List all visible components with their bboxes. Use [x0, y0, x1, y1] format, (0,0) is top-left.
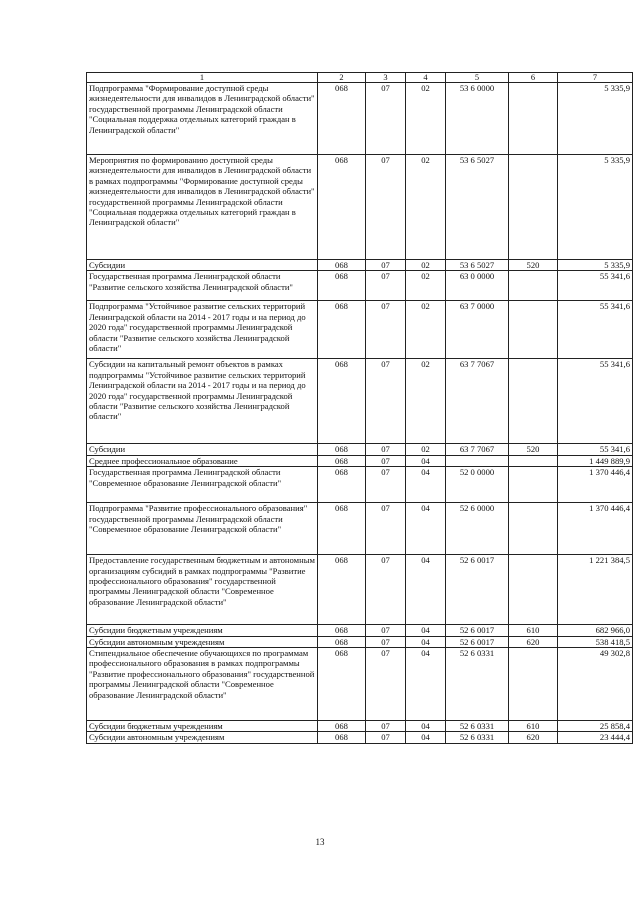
table-row — [87, 732, 633, 743]
budget-table — [86, 72, 633, 744]
amount-cell: 1 370 446,4 — [558, 503, 633, 555]
name-cell: Субсидии на капитальный ремонт объектов в рамках подпрограммы "Устойчивое развитие сельских территорий Ленинградской области на 2014 - 2017 годы и на период до 2020 года" государственной программы Ленинградской области "Развитие сельского хозяйства Ленинградской области" — [87, 359, 318, 444]
name-cell: Субсидии автономным учреждениям — [87, 732, 318, 743]
amount-cell: 5 335,9 — [558, 260, 633, 271]
table-row — [87, 444, 633, 455]
code-cell: 068 — [318, 455, 366, 466]
subsection-cell: 04 — [406, 455, 446, 466]
subsection-cell: 02 — [406, 83, 446, 155]
target-article-cell: 53 6 5027 — [446, 155, 509, 260]
section-cell: 07 — [366, 732, 406, 743]
section-cell: 07 — [366, 721, 406, 732]
subsection-cell: 04 — [406, 648, 446, 721]
code-cell: 068 — [318, 444, 366, 455]
name-cell: Государственная программа Ленинградской области "Развитие сельского хозяйства Ленинградской области" — [87, 271, 318, 301]
subsection-cell: 02 — [406, 271, 446, 301]
expense-type-cell — [509, 467, 558, 503]
name-cell: Подпрограмма "Формирование доступной среды жизнедеятельности для инвалидов в Ленинградской области" государственной программы Ленинградской области "Социальная поддержка отдельных категорий граждан в Ленинградской области" — [87, 83, 318, 155]
target-article-cell: 52 6 0017 — [446, 636, 509, 647]
amount-cell: 23 444,4 — [558, 732, 633, 743]
subsection-cell: 04 — [406, 625, 446, 636]
section-cell: 07 — [366, 503, 406, 555]
subsection-cell: 02 — [406, 301, 446, 359]
subsection-cell: 04 — [406, 721, 446, 732]
section-cell: 07 — [366, 455, 406, 466]
code-cell: 068 — [318, 721, 366, 732]
table-row — [87, 648, 633, 721]
expense-type-cell — [509, 555, 558, 625]
section-cell: 07 — [366, 648, 406, 721]
table-row — [87, 83, 633, 155]
expense-type-cell — [509, 503, 558, 555]
code-cell: 068 — [318, 648, 366, 721]
name-cell: Субсидии бюджетным учреждениям — [87, 721, 318, 732]
amount-cell: 55 341,6 — [558, 359, 633, 444]
amount-cell: 49 302,8 — [558, 648, 633, 721]
code-cell: 068 — [318, 260, 366, 271]
code-cell: 068 — [318, 555, 366, 625]
target-article-cell: 52 6 0331 — [446, 721, 509, 732]
expense-type-cell — [509, 271, 558, 301]
name-cell: Субсидии — [87, 444, 318, 455]
target-article-cell: 53 6 5027 — [446, 260, 509, 271]
amount-cell: 1 449 889,9 — [558, 455, 633, 466]
amount-cell: 538 418,5 — [558, 636, 633, 647]
section-cell: 07 — [366, 301, 406, 359]
table-row — [87, 503, 633, 555]
expense-type-cell — [509, 455, 558, 466]
section-cell: 07 — [366, 271, 406, 301]
table-row — [87, 155, 633, 260]
column-header-6: 6 — [509, 73, 558, 83]
subsection-cell: 04 — [406, 503, 446, 555]
name-cell: Государственная программа Ленинградской области "Современное образование Ленинградской области" — [87, 467, 318, 503]
code-cell: 068 — [318, 359, 366, 444]
subsection-cell: 04 — [406, 555, 446, 625]
expense-type-cell — [509, 648, 558, 721]
target-article-cell: 52 6 0331 — [446, 648, 509, 721]
subsection-cell: 02 — [406, 359, 446, 444]
table-row — [87, 455, 633, 466]
code-cell: 068 — [318, 271, 366, 301]
subsection-cell: 04 — [406, 467, 446, 503]
section-cell: 07 — [366, 260, 406, 271]
column-header-7: 7 — [558, 73, 633, 83]
code-cell: 068 — [318, 636, 366, 647]
table-header-row — [87, 73, 633, 83]
expense-type-cell: 620 — [509, 636, 558, 647]
code-cell: 068 — [318, 503, 366, 555]
name-cell: Подпрограмма "Развитие профессионального образования" государственной программы Ленинградской области "Современное образование Ленинградской области" — [87, 503, 318, 555]
table-row — [87, 301, 633, 359]
code-cell: 068 — [318, 83, 366, 155]
section-cell: 07 — [366, 555, 406, 625]
table-row — [87, 555, 633, 625]
amount-cell: 682 966,0 — [558, 625, 633, 636]
amount-cell: 1 370 446,4 — [558, 467, 633, 503]
section-cell: 07 — [366, 625, 406, 636]
target-article-cell: 53 6 0000 — [446, 83, 509, 155]
column-header-4: 4 — [406, 73, 446, 83]
code-cell: 068 — [318, 467, 366, 503]
target-article-cell: 52 6 0017 — [446, 625, 509, 636]
table-row — [87, 359, 633, 444]
name-cell: Субсидии бюджетным учреждениям — [87, 625, 318, 636]
amount-cell: 55 341,6 — [558, 271, 633, 301]
expense-type-cell: 610 — [509, 625, 558, 636]
section-cell: 07 — [366, 444, 406, 455]
target-article-cell: 52 0 0000 — [446, 467, 509, 503]
column-header-1: 1 — [87, 73, 318, 83]
code-cell: 068 — [318, 155, 366, 260]
table-row — [87, 260, 633, 271]
subsection-cell: 02 — [406, 155, 446, 260]
section-cell: 07 — [366, 467, 406, 503]
code-cell: 068 — [318, 732, 366, 743]
table-row — [87, 271, 633, 301]
amount-cell: 5 335,9 — [558, 155, 633, 260]
name-cell: Подпрограмма "Устойчивое развитие сельских территорий Ленинградской области на 2014 - 2017 годы и на период до 2020 года" государственной программы Ленинградской области "Развитие сельского хозяйства Ленинградской области" — [87, 301, 318, 359]
section-cell: 07 — [366, 83, 406, 155]
amount-cell: 1 221 384,5 — [558, 555, 633, 625]
target-article-cell: 63 7 7067 — [446, 444, 509, 455]
expense-type-cell — [509, 155, 558, 260]
section-cell: 07 — [366, 359, 406, 444]
subsection-cell: 04 — [406, 636, 446, 647]
target-article-cell: 52 6 0331 — [446, 732, 509, 743]
target-article-cell: 52 6 0000 — [446, 503, 509, 555]
expense-type-cell — [509, 83, 558, 155]
subsection-cell: 02 — [406, 260, 446, 271]
expense-type-cell: 520 — [509, 444, 558, 455]
subsection-cell: 04 — [406, 732, 446, 743]
target-article-cell: 63 7 7067 — [446, 359, 509, 444]
target-article-cell — [446, 455, 509, 466]
table-row — [87, 625, 633, 636]
section-cell: 07 — [366, 155, 406, 260]
table-row — [87, 467, 633, 503]
table-row — [87, 636, 633, 647]
name-cell: Мероприятия по формированию доступной среды жизнедеятельности для инвалидов в Ленинградской области в рамках подпрограммы "Формирование доступной среды жизнедеятельности для инвалидов в Ленинградской области" государственной программы Ленинградской области "Социальная поддержка отдельных категорий граждан в Ленинградской области" — [87, 155, 318, 260]
column-header-5: 5 — [446, 73, 509, 83]
name-cell: Субсидии — [87, 260, 318, 271]
expense-type-cell — [509, 359, 558, 444]
section-cell: 07 — [366, 636, 406, 647]
amount-cell: 5 335,9 — [558, 83, 633, 155]
expense-type-cell: 620 — [509, 732, 558, 743]
code-cell: 068 — [318, 625, 366, 636]
name-cell: Субсидии автономным учреждениям — [87, 636, 318, 647]
target-article-cell: 63 7 0000 — [446, 301, 509, 359]
column-header-2: 2 — [318, 73, 366, 83]
column-header-3: 3 — [366, 73, 406, 83]
target-article-cell: 63 0 0000 — [446, 271, 509, 301]
table-row — [87, 721, 633, 732]
expense-type-cell — [509, 301, 558, 359]
page-number: 13 — [315, 837, 325, 847]
name-cell: Стипендиальное обеспечение обучающихся по программам профессионального образования в рамках подпрограммы "Развитие профессионального образования" государственной программы Ленинградской области "Современное образование Ленинградской области" — [87, 648, 318, 721]
target-article-cell: 52 6 0017 — [446, 555, 509, 625]
code-cell: 068 — [318, 301, 366, 359]
name-cell: Предоставление государственным бюджетным и автономным организациям субсидий в рамках подпрограммы "Развитие профессионального образования" государственной программы Ленинградской области "Современное образование Ленинградской области" — [87, 555, 318, 625]
expense-type-cell: 520 — [509, 260, 558, 271]
expense-type-cell: 610 — [509, 721, 558, 732]
amount-cell: 55 341,6 — [558, 444, 633, 455]
amount-cell: 55 341,6 — [558, 301, 633, 359]
name-cell: Среднее профессиональное образование — [87, 455, 318, 466]
amount-cell: 25 858,4 — [558, 721, 633, 732]
subsection-cell: 02 — [406, 444, 446, 455]
